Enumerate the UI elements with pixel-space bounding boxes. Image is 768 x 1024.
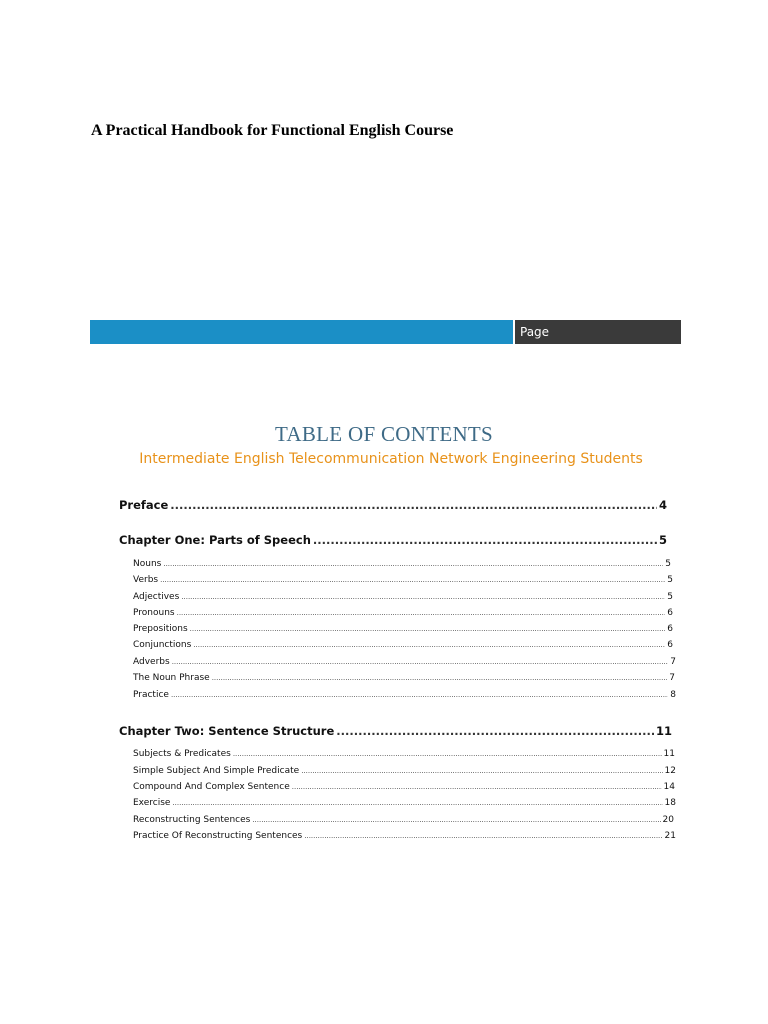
toc-subtitle: Intermediate English Telecommunication Network Engineering Students <box>139 451 643 467</box>
toc-leader-dots <box>181 593 665 601</box>
toc-entry-page: 7 <box>669 673 675 683</box>
toc-subentry-verbs[interactable] <box>133 575 673 585</box>
toc-entry-label: Nouns <box>133 559 162 569</box>
toc-entry-label: Pronouns <box>133 608 175 618</box>
toc-entry-label: Simple Subject And Simple Predicate <box>133 766 300 776</box>
toc-entry-page: 5 <box>667 592 673 602</box>
toc-subentry-conjunctions[interactable] <box>133 640 673 650</box>
toc-subentry-subjects-predicates[interactable] <box>133 749 675 759</box>
toc-entry-label: Adjectives <box>133 592 180 602</box>
toc-heading: TABLE OF CONTENTS <box>274 422 494 446</box>
toc-entry-label: Chapter Two: Sentence Structure <box>119 724 335 738</box>
footer-page-label: Page <box>515 320 681 344</box>
toc-entry-page: 18 <box>664 798 676 808</box>
toc-subentry-reconstructing[interactable] <box>133 815 674 825</box>
toc-entry-page: 7 <box>670 657 676 667</box>
toc-leader-dots <box>163 560 663 568</box>
toc-subentry-noun-phrase[interactable] <box>133 673 675 683</box>
toc-entry-label: Practice <box>133 690 169 700</box>
toc-subentry-pronouns[interactable] <box>133 608 673 618</box>
toc-entry-label: Verbs <box>133 575 159 585</box>
toc-subentry-adjectives[interactable] <box>133 592 673 602</box>
page-footer-bar <box>90 320 681 344</box>
toc-leader-dots <box>170 498 657 512</box>
toc-entry-label: Subjects & Predicates <box>133 749 231 759</box>
toc-subentry-compound-complex[interactable] <box>133 782 675 792</box>
toc-leader-dots <box>313 533 657 547</box>
toc-subentry-exercise[interactable] <box>133 798 676 808</box>
toc-entry-label: Compound And Complex Sentence <box>133 782 290 792</box>
toc-entry-page: 12 <box>664 766 676 776</box>
toc-entry-page: 20 <box>662 815 674 825</box>
toc-entry-label: Adverbs <box>133 657 170 667</box>
toc-leader-dots <box>233 750 662 758</box>
toc-entry-page: 21 <box>664 831 676 841</box>
toc-leader-dots <box>172 799 662 807</box>
toc-leader-dots <box>177 609 666 617</box>
toc-entry-page: 5 <box>665 559 671 569</box>
toc-entry-label: Conjunctions <box>133 640 192 650</box>
toc-entry-page: 6 <box>667 640 673 650</box>
toc-subentry-simple-subject[interactable] <box>133 766 676 776</box>
toc-subentry-nouns[interactable] <box>133 559 671 569</box>
toc-entry-label: Prepositions <box>133 624 188 634</box>
toc-entry-label: Exercise <box>133 798 171 808</box>
toc-entry-chapter-one[interactable] <box>119 533 667 547</box>
toc-leader-dots <box>171 691 668 699</box>
toc-subentry-prepositions[interactable] <box>133 624 673 634</box>
document-title: A Practical Handbook for Functional English Course <box>91 122 454 139</box>
toc-leader-dots <box>336 724 654 738</box>
toc-entry-page: 14 <box>663 782 675 792</box>
toc-entry-page: 5 <box>658 533 667 547</box>
toc-entry-page: 11 <box>655 724 672 738</box>
toc-leader-dots <box>301 767 662 775</box>
toc-leader-dots <box>172 658 669 666</box>
toc-entry-page: 4 <box>658 498 667 512</box>
toc-entry-label: Reconstructing Sentences <box>133 815 251 825</box>
toc-entry-label: Preface <box>119 498 169 512</box>
toc-leader-dots <box>190 625 666 633</box>
toc-subentry-adverbs[interactable] <box>133 657 676 667</box>
toc-entry-page: 8 <box>670 690 676 700</box>
toc-entry-label: Chapter One: Parts of Speech <box>119 533 311 547</box>
footer-accent-bar <box>90 320 513 344</box>
toc-entry-page: 6 <box>667 608 673 618</box>
toc-leader-dots <box>304 832 662 840</box>
toc-entry-page: 6 <box>667 624 673 634</box>
toc-entry-page: 5 <box>667 575 673 585</box>
toc-leader-dots <box>252 816 660 824</box>
toc-subentry-practice[interactable] <box>133 690 676 700</box>
toc-entry-preface[interactable] <box>119 498 667 512</box>
toc-entry-label: Practice Of Reconstructing Sentences <box>133 831 303 841</box>
toc-entry-label: The Noun Phrase <box>133 673 210 683</box>
toc-leader-dots <box>292 783 662 791</box>
toc-subentry-practice-reconstructing[interactable] <box>133 831 676 841</box>
toc-leader-dots <box>160 576 665 584</box>
toc-leader-dots <box>212 674 668 682</box>
toc-leader-dots <box>193 641 665 649</box>
toc-entry-page: 11 <box>663 749 675 759</box>
toc-entry-chapter-two[interactable] <box>119 724 672 738</box>
